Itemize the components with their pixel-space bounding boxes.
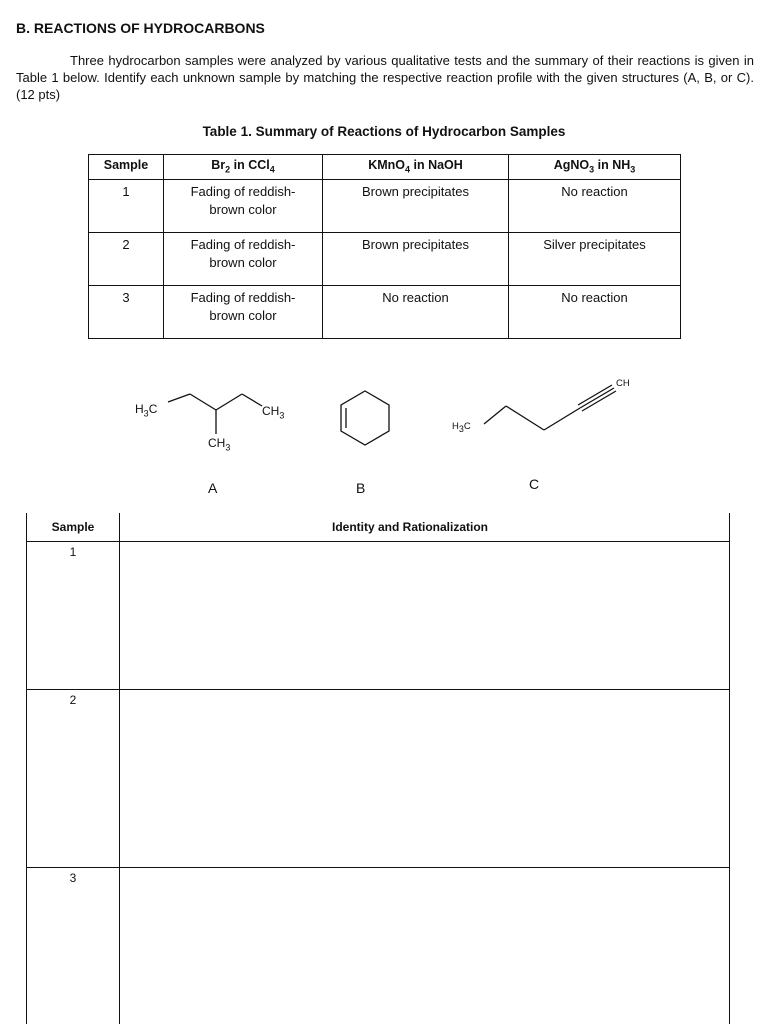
table-row — [89, 180, 681, 233]
table-caption: Table 1. Summary of Reactions of Hydrocarbon Samples — [202, 124, 566, 139]
answer-table — [26, 513, 730, 1024]
section-heading: B. REACTIONS OF HYDROCARBONS — [16, 20, 265, 36]
structure-b-ring — [341, 391, 389, 445]
structure-c-ch: CH — [616, 378, 630, 389]
header-kmno4: KMnO$_4$ in NaOH — [323, 155, 509, 180]
structure-label-a: A — [208, 480, 218, 496]
table-row — [89, 233, 681, 286]
answer-input-cell[interactable] — [120, 690, 730, 868]
structures-figure — [0, 370, 768, 490]
cell-agno3: No reaction — [509, 180, 681, 233]
cell-agno3: Silver precipitates — [509, 233, 681, 286]
table-row — [89, 286, 681, 339]
reaction-summary-table — [88, 154, 681, 339]
intro-text: Three hydrocarbon samples were analyzed by various qualitative tests and the summary of their reactions is given in Table 1 below. Identify each unknown sample by matching the respective reaction profile with the given structures (A, B, or C). (12 pts) — [16, 53, 754, 102]
cell-kmno4: Brown precipitates — [323, 233, 509, 286]
answer-row — [27, 542, 730, 690]
answer-sample-number: 3 — [27, 868, 120, 1024]
answer-header-row — [27, 513, 730, 542]
answer-header-sample: Sample — [27, 513, 120, 542]
cell-agno3: No reaction — [509, 286, 681, 339]
header-sample: Sample — [89, 155, 164, 180]
cell-sample: 2 — [89, 233, 164, 286]
header-agno3: AgNO$_3$ in $NH_3$ — [509, 155, 681, 180]
cell-sample: 3 — [89, 286, 164, 339]
answer-row — [27, 690, 730, 868]
structure-a-ch3-right: $CH_3$ — [262, 404, 285, 421]
cell-kmno4: No reaction — [323, 286, 509, 339]
structure-label-b: B — [356, 480, 366, 496]
structure-c-bonds — [484, 385, 616, 430]
structure-a-bonds — [168, 394, 262, 434]
intro-paragraph — [16, 52, 754, 103]
cell-br2: Fading of reddish- brown color — [164, 233, 323, 286]
structure-a-h3c: $H_3C$ — [135, 402, 158, 419]
answer-sample-number: 2 — [27, 690, 120, 868]
cell-br2: Fading of reddish- brown color — [164, 286, 323, 339]
table-header-row — [89, 155, 681, 180]
header-br2: $Br_2$ in CCl$_4$ — [164, 155, 323, 180]
answer-row — [27, 868, 730, 1024]
structure-c-h3c: $H_3C$ — [452, 421, 471, 434]
cell-br2: Fading of reddish- brown color — [164, 180, 323, 233]
answer-sample-number: 1 — [27, 542, 120, 690]
answer-input-cell[interactable] — [120, 542, 730, 690]
answer-input-cell[interactable] — [120, 868, 730, 1024]
structure-a-ch3-down: $CH_3$ — [208, 436, 231, 453]
cell-kmno4: Brown precipitates — [323, 180, 509, 233]
cell-sample: 1 — [89, 180, 164, 233]
structure-label-c: C — [529, 476, 540, 492]
answer-header-identity: Identity and Rationalization — [120, 513, 730, 542]
